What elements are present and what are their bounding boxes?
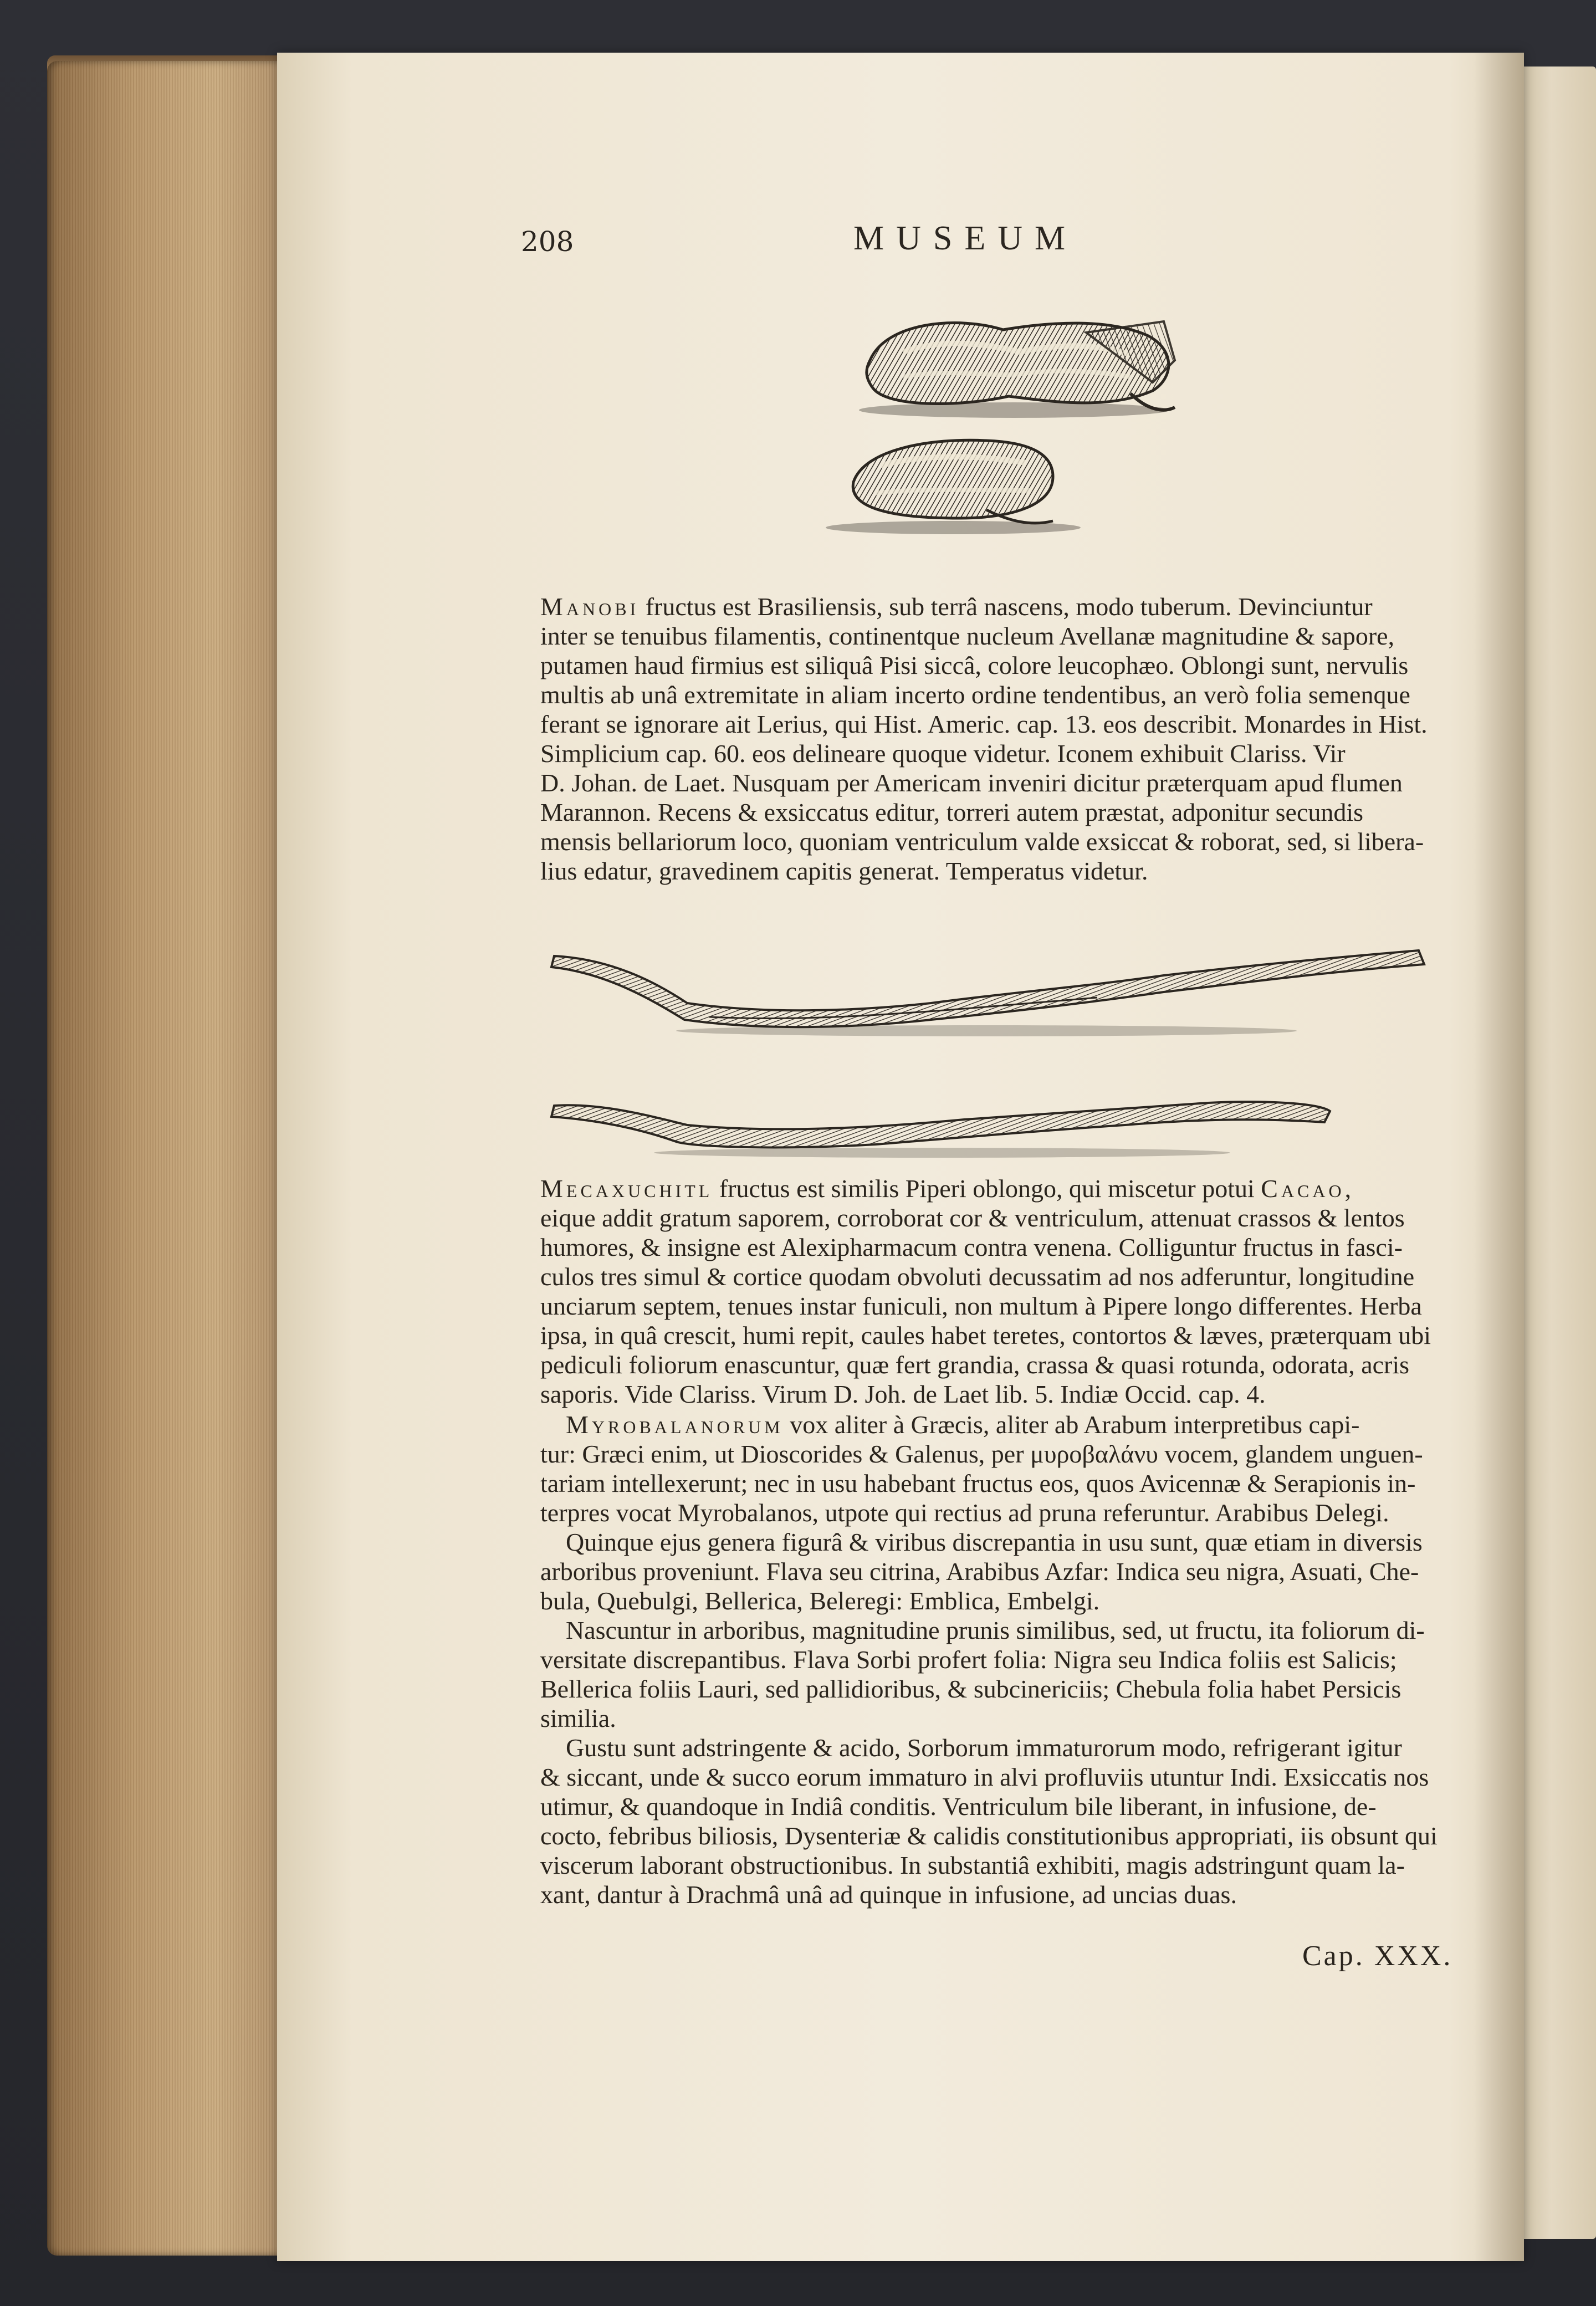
running-head <box>521 219 1496 263</box>
text-line: Gustu sunt adstringente & acido, Sorborum immaturorum modo, refrigerant igitur <box>566 1734 1402 1762</box>
text-line: cocto, febribus biliosis, Dysenteriæ & calidis constitutionibus appropriati, iis obsunt qui <box>540 1822 1438 1850</box>
text-line: Bellerica foliis Lauri, sed pallidioribus, & subcinericiis; Chebula folia habet Persicis <box>540 1675 1401 1703</box>
text-line: viscerum laborant obstructionibus. In substantiâ exhibiti, magis adstringunt quam la- <box>540 1851 1405 1879</box>
text-line: Manobi fructus est Brasiliensis, sub terrâ nascens, modo tuberum. Devinciuntur <box>540 592 1373 621</box>
text-line: & siccant, unde & succo eorum immaturo in alvi profluviis utuntur Indi. Exsiccatis nos <box>540 1763 1429 1791</box>
mecaxuchitl-paragraph <box>540 1174 1471 1409</box>
peanut-pod-upper <box>859 321 1175 418</box>
text-line: terpres vocat Myrobalanos, utpote qui rectius ad pruna referuntur. Arabibus Delegi. <box>540 1499 1389 1527</box>
text-line: unciarum septem, tenues instar funiculi, non multum à Pipere longo differentes. Herba <box>540 1292 1422 1320</box>
long-pepper-illustration <box>543 920 1441 1164</box>
text-line: putamen haud firmius est siliquâ Pisi siccâ, colore leucophæo. Oblongi sunt, nervulis <box>540 651 1409 679</box>
text-line: bula, Quebulgi, Bellerica, Beleregi: Emblica, Embelgi. <box>540 1587 1100 1615</box>
facing-page <box>1521 67 1596 2239</box>
peanut-illustration <box>820 299 1208 554</box>
text-line: lius edatur, gravedinem capitis generat. Temperatus videtur. <box>540 857 1148 885</box>
text-line: humores, & insigne est Alexipharmacum contra venena. Colliguntur fructus in fasci- <box>540 1233 1403 1261</box>
book-fore-edge <box>47 61 285 2256</box>
text-line: D. Johan. de Laet. Nusquam per Americam inveniri dicitur præterquam apud flumen <box>540 769 1403 797</box>
text-line: xant, dantur à Drachmâ unâ ad quinque in infusione, ad uncias duas. <box>540 1880 1237 1909</box>
running-title: MUSEUM <box>853 219 1078 257</box>
catchword: Cap. XXX. <box>1302 1940 1453 1972</box>
long-pepper-lower <box>551 1102 1330 1158</box>
gutter-shadow <box>1474 53 1524 2261</box>
text-line: Marannon. Recens & exsiccatus editur, torreri autem præstat, adponitur secundis <box>540 798 1364 826</box>
text-line: Mecaxuchitl fructus est similis Piperi oblongo, qui miscetur potui Cacao, <box>540 1174 1352 1203</box>
entry-heading: Mecaxuchitl <box>540 1174 713 1203</box>
manobi-paragraph <box>540 592 1471 886</box>
page-number: 208 <box>521 226 574 258</box>
text-line: Quinque ejus genera figurâ & viribus discrepantia in usu sunt, quæ etiam in diversis <box>566 1528 1423 1556</box>
entry-heading: Manobi <box>540 592 640 621</box>
text-line: Nascuntur in arboribus, magnitudine prunis similibus, sed, ut fructu, ita foliorum di- <box>566 1616 1425 1644</box>
text-line: Myrobalanorum vox aliter à Græcis, aliter ab Arabum interpretibus capi- <box>566 1410 1360 1439</box>
text-line: tariam intellexerunt; nec in usu habebant fructus eos, quos Avicennæ & Serapionis in- <box>540 1469 1416 1497</box>
text-line: arboribus proveniunt. Flava seu citrina, Arabibus Azfar: Indica seu nigra, Asuati, Che- <box>540 1557 1419 1586</box>
text-line: eique addit gratum saporem, corroborat cor & ventriculum, attenuat crassos & lentos <box>540 1204 1405 1232</box>
text-line: saporis. Vide Clariss. Virum D. Joh. de Laet lib. 5. Indiæ Occid. cap. 4. <box>540 1380 1266 1408</box>
text-line: similia. <box>540 1704 616 1732</box>
text-line: Simplicium cap. 60. eos delineare quoque videtur. Iconem exhibuit Clariss. Vir <box>540 739 1346 768</box>
long-pepper-upper <box>551 950 1424 1036</box>
text-line: ipsa, in quâ crescit, humi repit, caules habet teretes, contortos & læves, præterquam ubi <box>540 1321 1431 1349</box>
text-line: utimur, & quandoque in Indiâ conditis. Ventriculum bile liberant, in infusione, de- <box>540 1792 1377 1821</box>
text-line: ferant se ignorare ait Lerius, qui Hist. Americ. cap. 13. eos describit. Monardes in Hist. <box>540 710 1428 738</box>
text-line: inter se tenuibus filamentis, continentque nucleum Avellanæ magnitudine & sapore, <box>540 622 1395 650</box>
text-line: culos tres simul & cortice quodam obvoluti decussatim ad nos adferuntur, longitudine <box>540 1262 1415 1291</box>
peanut-pod-lower <box>826 440 1081 534</box>
text-line: pediculi foliorum enascuntur, quæ fert grandia, crassa & quasi rotunda, odorata, acris <box>540 1351 1410 1379</box>
text-line: multis ab unâ extremitate in aliam incerto ordine tendentibus, an verò folia semenque <box>540 681 1410 709</box>
text-line: mensis bellariorum loco, quoniam ventriculum valde exsiccat & roborat, sed, si libera- <box>540 827 1424 856</box>
entry-heading: Myrobalanorum <box>566 1410 784 1439</box>
myrobalani-paragraph <box>540 1410 1471 1909</box>
text-line: versitate discrepantibus. Flava Sorbi profert folia: Nigra seu Indica foliis est Salicis; <box>540 1645 1397 1674</box>
text-line: tur: Græci enim, ut Dioscorides & Galenus, per μυροβαλάνυ vocem, glandem unguen- <box>540 1440 1423 1468</box>
